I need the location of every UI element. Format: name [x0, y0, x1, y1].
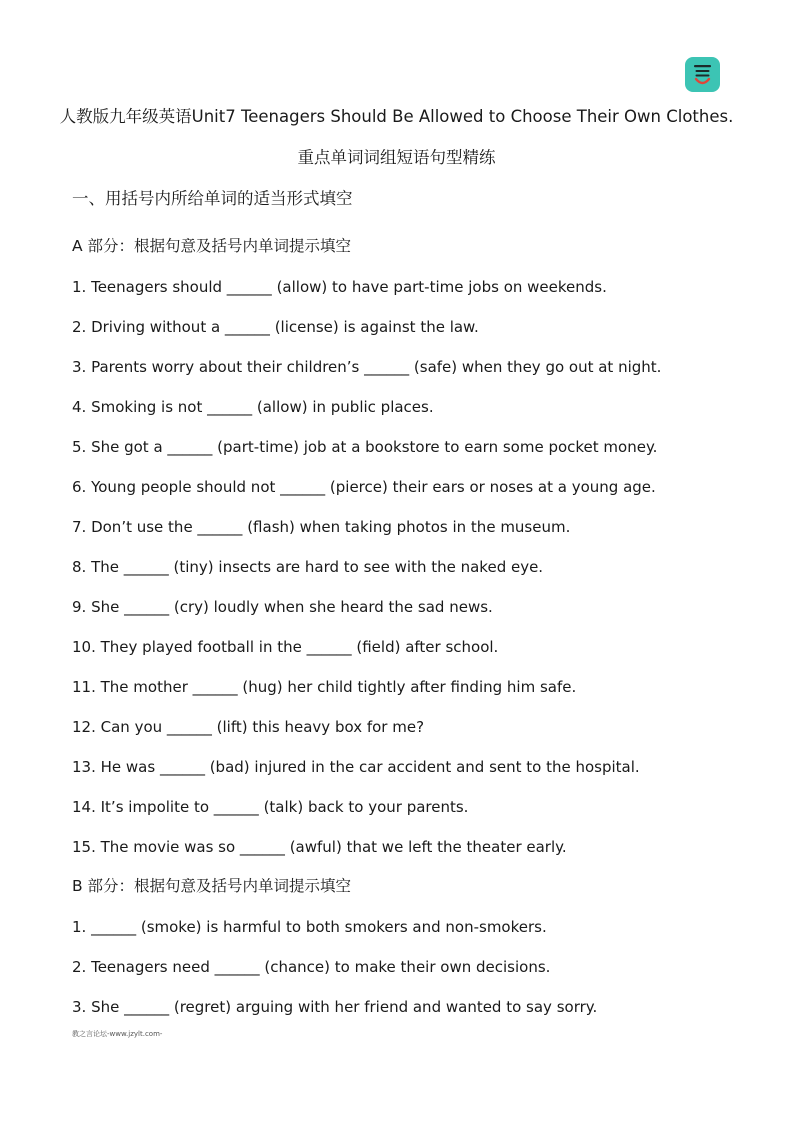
question-item: 5. She got a ______ (part-time) job at a bookstore to earn some pocket money. [72, 438, 658, 456]
footer-watermark: 教之言论坛-www.jzylt.com- [72, 1030, 163, 1038]
question-item: 4. Smoking is not ______ (allow) in public places. [72, 398, 434, 416]
question-item: 10. They played football in the ______ (field) after school. [72, 638, 499, 656]
part-a-question-list [72, 276, 661, 876]
question-item: 9. She ______ (cry) loudly when she heard the sad news. [72, 598, 493, 616]
question-item: 2. Driving without a ______ (license) is against the law. [72, 318, 479, 336]
page-title: 人教版九年级英语Unit7 Teenagers Should Be Allowed to Choose Their Own Clothes. [59, 107, 734, 126]
question-item: 11. The mother ______ (hug) her child tightly after finding him safe. [72, 678, 577, 696]
question-item: 14. It’s impolite to ______ (talk) back to your parents. [72, 798, 469, 816]
question-item: 7. Don’t use the ______ (flash) when taking photos in the museum. [72, 518, 571, 536]
question-item: 15. The movie was so ______ (awful) that we left the theater early. [72, 838, 567, 856]
question-item: 12. Can you ______ (lift) this heavy box for me? [72, 718, 425, 736]
question-item: 1. Teenagers should ______ (allow) to have part-time jobs on weekends. [72, 278, 607, 296]
question-item: 8. The ______ (tiny) insects are hard to see with the naked eye. [72, 558, 544, 576]
teal-smiley-logo-icon [685, 57, 720, 92]
part-b-heading: B 部分：根据句意及括号内单词提示填空 [72, 877, 352, 895]
question-item: 2. Teenagers need ______ (chance) to make their own decisions. [72, 958, 551, 976]
question-item: 6. Young people should not ______ (pierce) their ears or noses at a young age. [72, 478, 656, 496]
page-subtitle: 重点单词词组短语句型精练 [297, 148, 496, 167]
question-item: 13. He was ______ (bad) injured in the car accident and sent to the hospital. [72, 758, 640, 776]
section-heading: 一、用括号内所给单词的适当形式填空 [72, 189, 353, 208]
question-item: 3. She ______ (regret) arguing with her friend and wanted to say sorry. [72, 998, 598, 1016]
question-item: 3. Parents worry about their children’s ______ (safe) when they go out at night. [72, 358, 662, 376]
part-b-question-list [72, 916, 597, 1036]
question-item: 1. ______ (smoke) is harmful to both smokers and non-smokers. [72, 918, 547, 936]
part-a-heading: A 部分：根据句意及括号内单词提示填空 [72, 237, 352, 255]
